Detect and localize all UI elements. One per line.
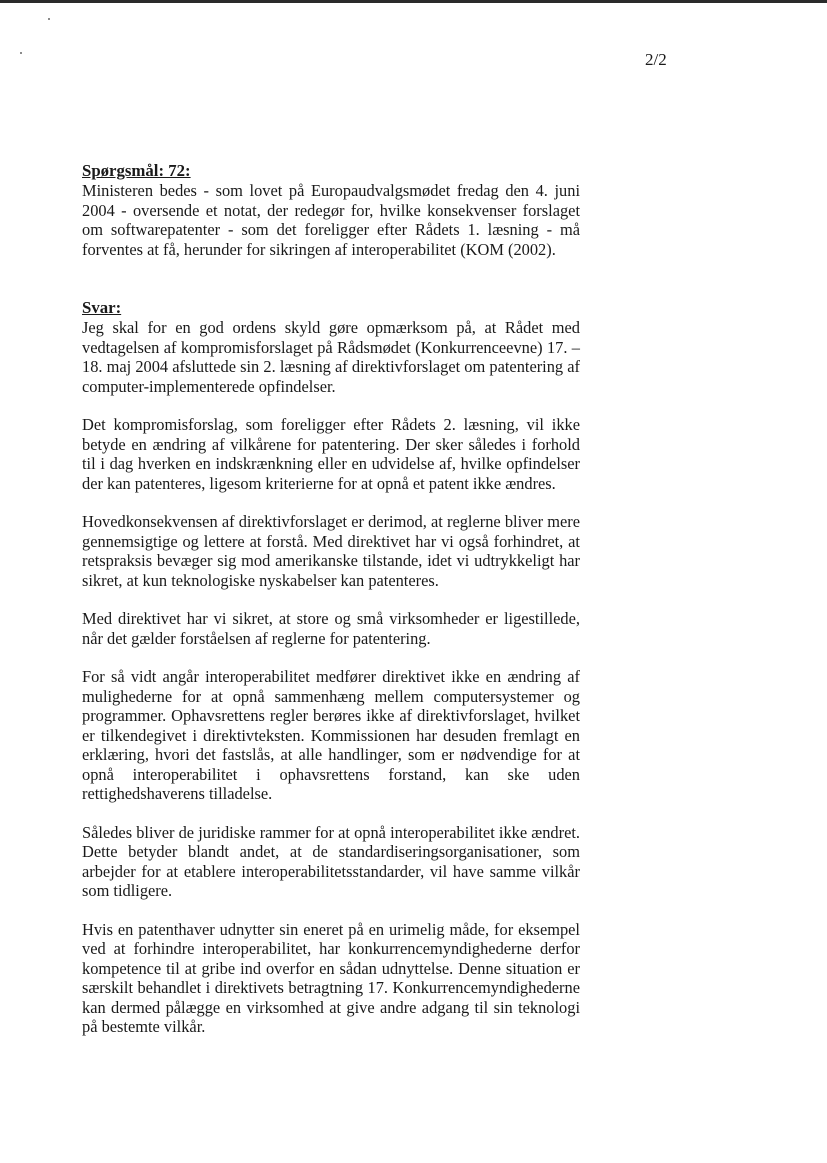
question-heading: Spørgsmål: 72: [82, 161, 191, 180]
document-body [82, 161, 580, 1037]
answer-paragraph: Jeg skal for en god ordens skyld gøre opmærksom på, at Rådet med vedtagelsen af kompromisforslaget på Rådsmødet (Konkurrenceevne) 17. – 18. maj 2004 afsluttede sin 2. læsning af direktivforslaget om patentering af computer-implementerede opfindelser. [82, 318, 580, 396]
answer-heading: Svar: [82, 298, 122, 317]
answer-paragraph: Hvis en patenthaver udnytter sin eneret på en urimelig måde, for eksempel ved at forhindre interoperabilitet, har konkurrencemyndighederne derfor kompetence til at gribe ind overfor en sådan udnyttelse. Denne situation er særskilt behandlet i direktivets betragtning 17. Konkurrencemyndighederne kan dermed pålægge en virksomhed at give andre adgang til sin teknologi på bestemte vilkår. [82, 919, 580, 1036]
scan-speck [48, 18, 50, 20]
answer-paragraph: Med direktivet har vi sikret, at store og små virksomheder er ligestillede, når det gælder forståelsen af reglerne for patentering. [82, 609, 580, 648]
answer-paragraph: Det kompromisforslag, som foreligger efter Rådets 2. læsning, vil ikke betyde en ændring af vilkårene for patentering. Der sker således i forhold til i dag hverken en indskrænkning eller en udvidelse af, hvilke opfindelser der kan patenteres, ligesom kriterierne for at opnå et patent ikke ændres. [82, 415, 580, 493]
answer-paragraph: For så vidt angår interoperabilitet medfører direktivet ikke en ændring af mulighederne for at opnå sammenhæng mellem computersystemer og programmer. Ophavsrettens regler berøres ikke af direktivforslaget, hvilket er tilkendegivet i direktivteksten. Kommissionen har desuden fremlagt en erklæring, hvori det fastslås, at alle handlinger, som er nødvendige for at opnå interoperabilitet i ophavsrettens forstand, kan ske uden rettighedshaverens tilladelse. [82, 667, 580, 803]
scan-speck [20, 52, 22, 54]
answer-paragraph: Således bliver de juridiske rammer for at opnå interoperabilitet ikke ændret. Dette betyder blandt andet, at de standardiseringsorganisationer, som arbejder for at etablere interoperabilitetsstandarder, vil have samme vilkår som tidligere. [82, 822, 580, 900]
scan-edge-line [0, 0, 827, 3]
question-text: Ministeren bedes - som lovet på Europaudvalgsmødet fredag den 4. juni 2004 - oversende et notat, der redegør for, hvilke konsekvenser forslaget om softwarepatenter - som det foreligger efter Rådets 1. læsning - må forventes at få, herunder for sikringen af interoperabilitet (KOM (2002). [82, 181, 580, 259]
answer-paragraph: Hovedkonsekvensen af direktivforslaget er derimod, at reglerne bliver mere gennemsigtige og lettere at forstå. Med direktivet har vi også forhindret, at retspraksis bevæger sig mod amerikanske tilstande, idet vi udtrykkeligt har sikret, at kun teknologiske nyskabelser kan patenteres. [82, 512, 580, 590]
page-number: 2/2 [645, 50, 667, 69]
